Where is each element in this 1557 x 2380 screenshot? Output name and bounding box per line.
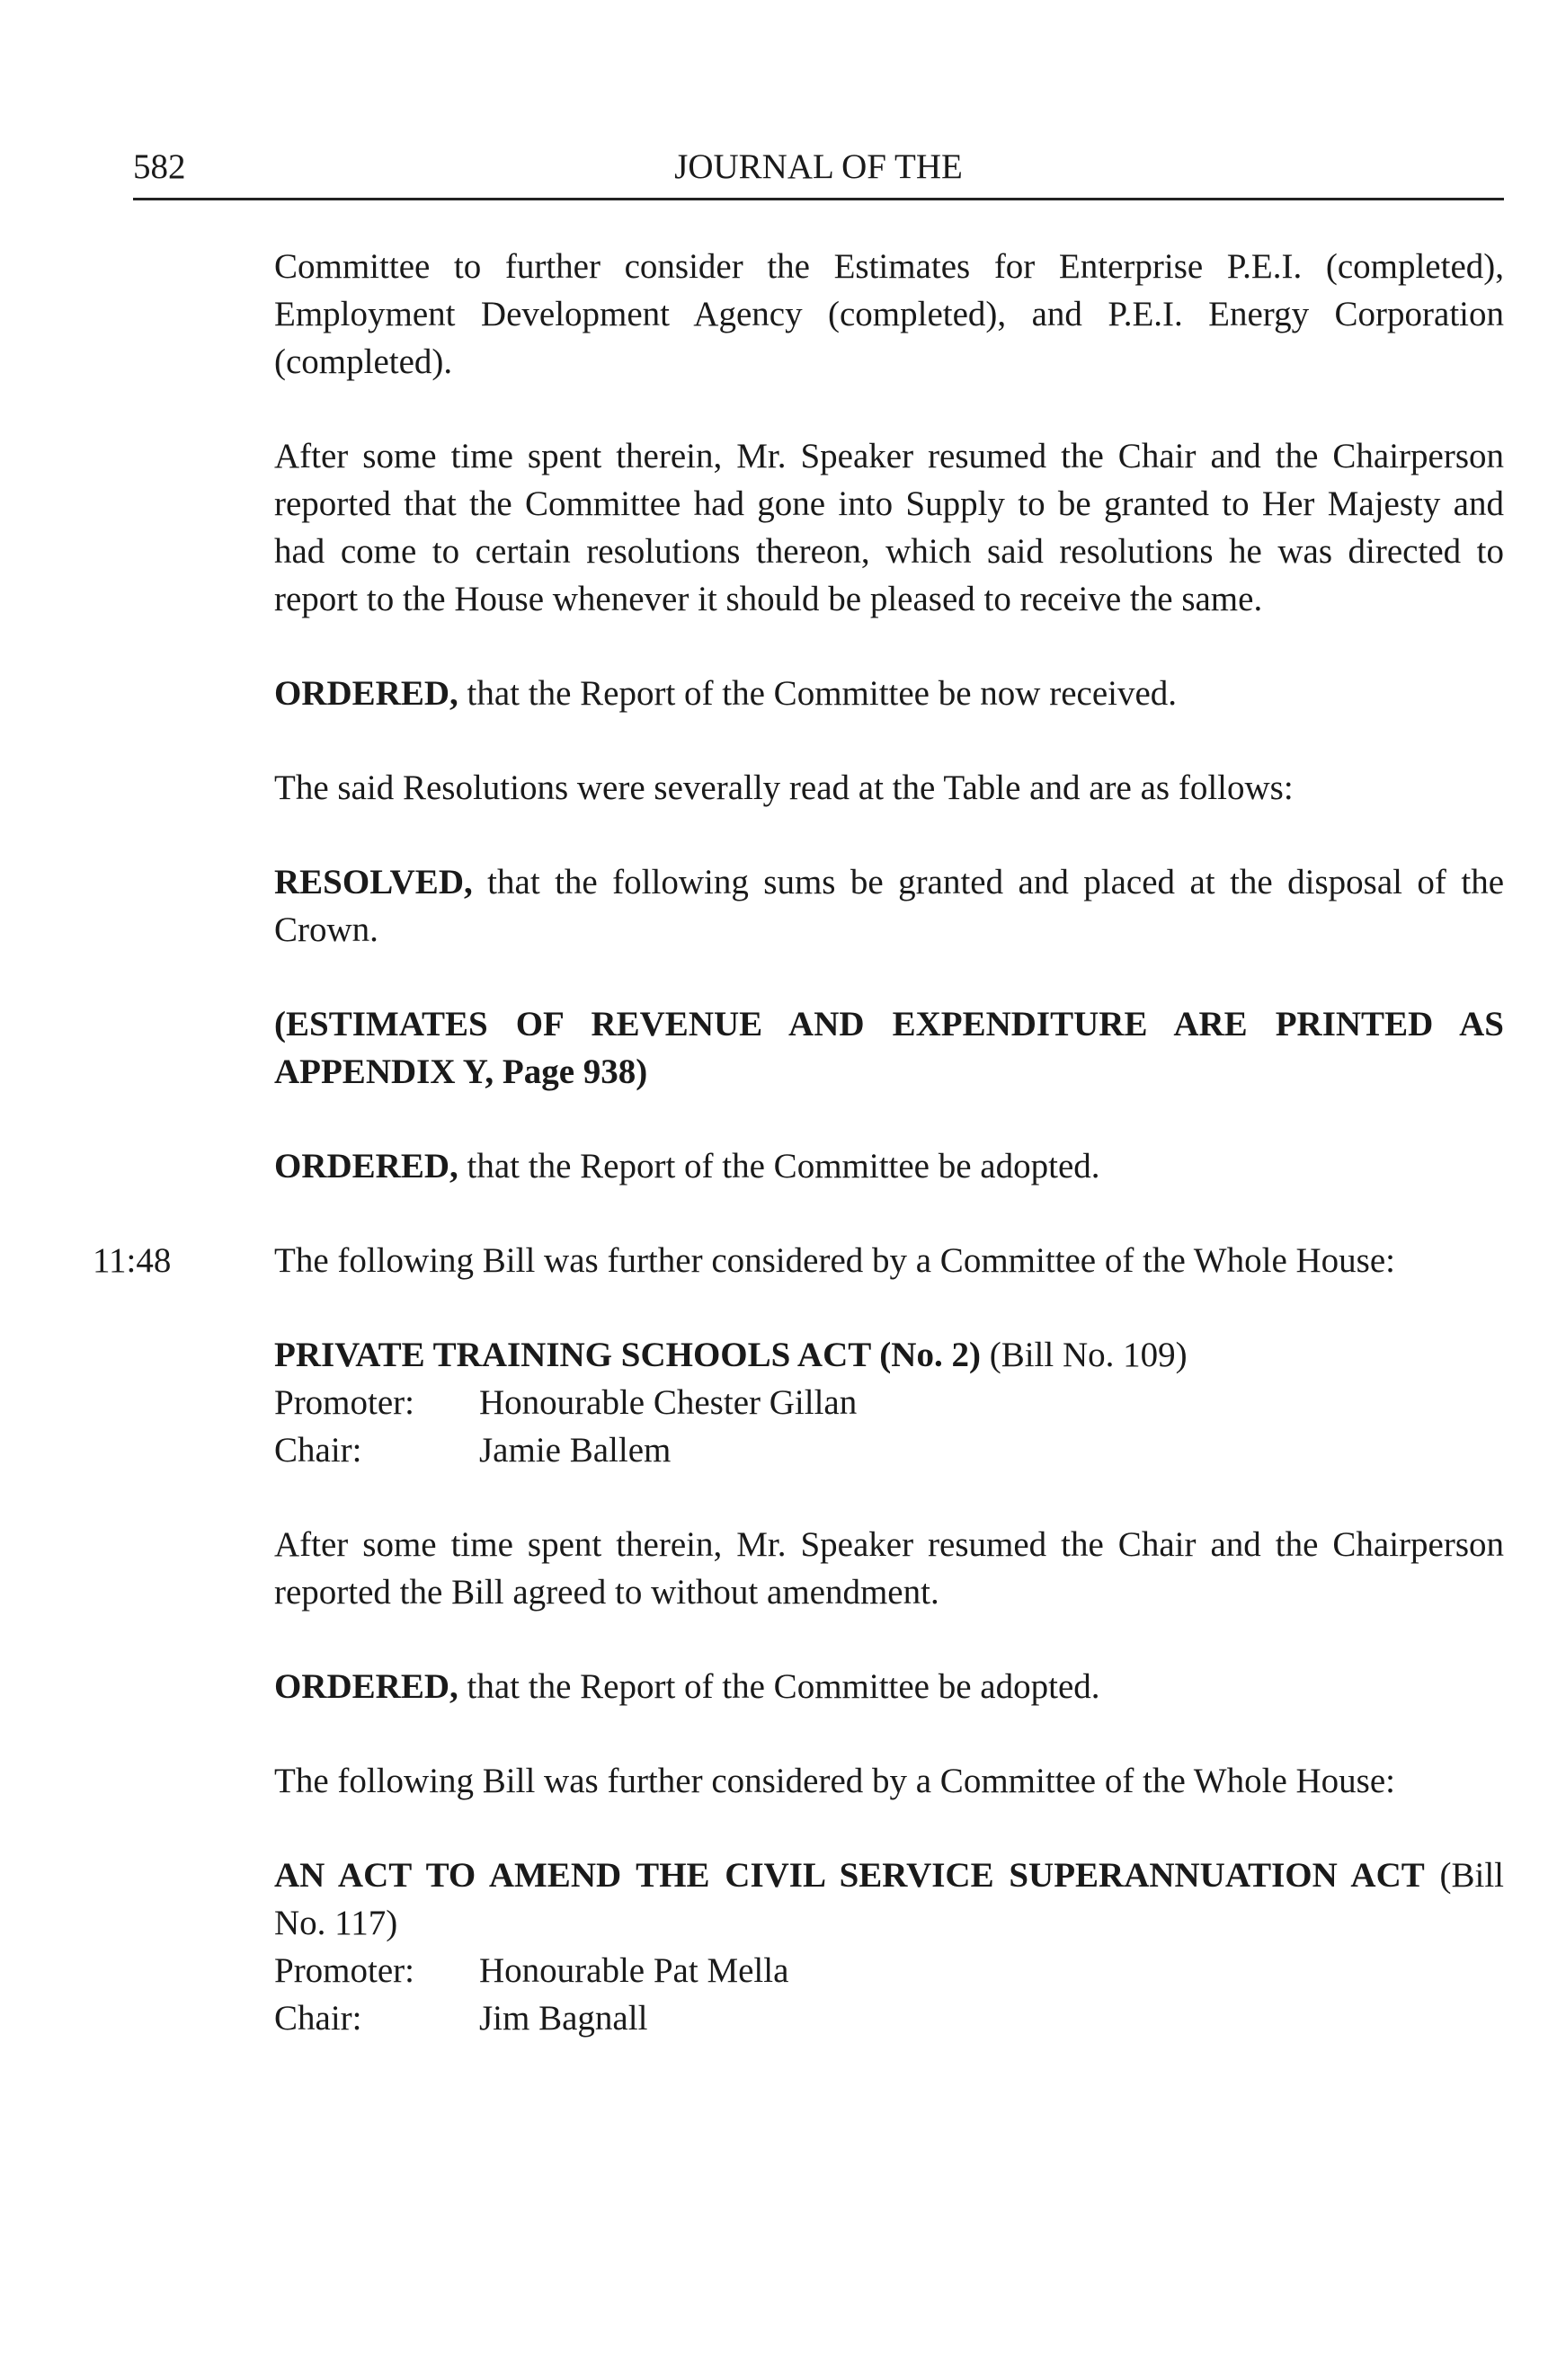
paragraph-bill-considered xyxy=(93,1237,1504,1284)
bill-title xyxy=(274,1331,1504,1379)
promoter-value: Honourable Pat Mella xyxy=(479,1951,789,1990)
bill-block-117 xyxy=(274,1852,1504,2042)
promoter-label: Promoter: xyxy=(274,1383,414,1422)
bill-chair-row xyxy=(274,1426,1504,1474)
promoter-label: Promoter: xyxy=(274,1951,414,1990)
chair-label: Chair: xyxy=(274,1431,362,1470)
ordered-text: that the Report of the Committee be adopted. xyxy=(458,1667,1100,1706)
promoter-value: Honourable Chester Gillan xyxy=(479,1383,858,1422)
bill-number: (Bill No. 117) xyxy=(274,1856,1504,1942)
paragraph-resolutions-read: The said Resolutions were severally read at the Table and are as follows: xyxy=(274,768,1294,807)
bill-promoter-row xyxy=(274,1379,1504,1426)
paragraph-ordered-adopted xyxy=(274,1142,1504,1190)
paragraph-estimates-continued: Committee to further consider the Estimates for Enterprise P.E.I. (completed), Employment Development Agency (completed), and P.E.I. Energy Corporation (completed). xyxy=(274,247,1504,381)
bill-title xyxy=(274,1852,1504,1947)
resolved-keyword: RESOLVED, xyxy=(274,863,473,901)
journal-body xyxy=(93,243,1504,2089)
bill-title-bold: AN ACT TO AMEND THE CIVIL SERVICE SUPERANNUATION ACT xyxy=(274,1856,1425,1895)
bill-considered-text: The following Bill was further considered by a Committee of the Whole House: xyxy=(274,1241,1395,1280)
ordered-keyword: ORDERED, xyxy=(274,1147,458,1186)
paragraph-ordered-adopted-2 xyxy=(274,1663,1504,1710)
paragraph-ordered-received xyxy=(274,670,1504,717)
paragraph-resolved xyxy=(274,858,1504,954)
ordered-text: that the Report of the Committee be adopted. xyxy=(458,1147,1100,1186)
bill-chair-row xyxy=(274,1994,1504,2042)
page-header xyxy=(133,144,1504,191)
paragraph-appendix-note: (ESTIMATES OF REVENUE AND EXPENDITURE ARE PRINTED AS APPENDIX Y, Page 938) xyxy=(274,1005,1504,1091)
header-rule xyxy=(133,198,1504,200)
ordered-text: that the Report of the Committee be now received. xyxy=(458,674,1178,713)
paragraph-bill-reported: After some time spent therein, Mr. Speaker resumed the Chair and the Chairperson reported the Bill agreed to without amendment. xyxy=(274,1525,1504,1612)
margin-timestamp: 11:48 xyxy=(93,1241,172,1280)
bill-number: (Bill No. 109) xyxy=(980,1336,1188,1374)
resolved-text: that the following sums be granted and placed at the disposal of the Crown. xyxy=(274,863,1504,949)
paragraph-bill-considered-2: The following Bill was further considered by a Committee of the Whole House: xyxy=(274,1762,1395,1800)
page-number: 582 xyxy=(133,147,186,186)
running-head: JOURNAL OF THE xyxy=(674,147,963,186)
ordered-keyword: ORDERED, xyxy=(274,1667,458,1706)
ordered-keyword: ORDERED, xyxy=(274,674,458,713)
chair-value: Jim Bagnall xyxy=(479,1999,648,2038)
bill-title-bold: PRIVATE TRAINING SCHOOLS ACT (No. 2) xyxy=(274,1336,981,1374)
paragraph-speaker-resumed: After some time spent therein, Mr. Speaker resumed the Chair and the Chairperson reported that the Committee had gone into Supply to be granted to Her Majesty and had come to certain resolutions thereon, which said resolutions he was directed to report to the House whenever it should be pleased to receive the same. xyxy=(274,437,1504,618)
bill-promoter-row xyxy=(274,1947,1504,1994)
bill-block-109 xyxy=(274,1331,1504,1474)
chair-label: Chair: xyxy=(274,1999,362,2038)
chair-value: Jamie Ballem xyxy=(479,1431,672,1470)
